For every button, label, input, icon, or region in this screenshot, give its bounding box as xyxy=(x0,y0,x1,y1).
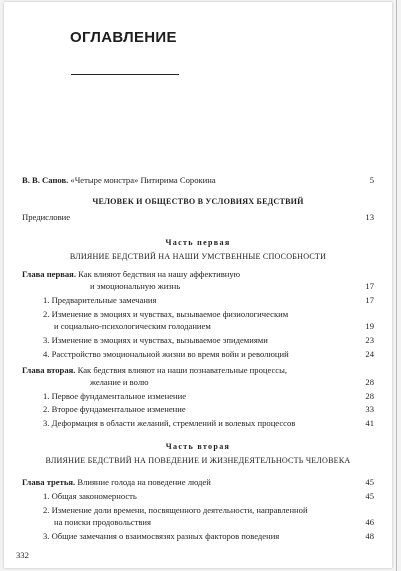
toc-entry-intro[interactable] xyxy=(22,175,216,185)
toc-entry-preface[interactable]: Предисловие xyxy=(22,212,71,222)
ch2-item3-page: 41 xyxy=(365,418,374,428)
page-title: ОГЛАВЛЕНИЕ xyxy=(70,29,177,46)
toc-entry-ch3-item3[interactable]: 3. Общие замечания о взаимосвязях разных факторов поведения xyxy=(43,531,280,541)
ch2-page: 28 xyxy=(365,377,374,387)
toc-entry-ch2[interactable] xyxy=(22,365,287,375)
ch1-head: Глава первая. xyxy=(22,269,76,279)
ch1-page: 17 xyxy=(365,281,374,291)
intro-author: В. В. Сапов. xyxy=(22,175,69,185)
ch3-head: Глава третья. xyxy=(22,477,76,487)
ch1-item3-page: 23 xyxy=(365,335,374,345)
toc-entry-ch3-item2[interactable]: 2. Изменение доли времени, посвященного деятельности, направленной xyxy=(43,505,308,515)
toc-entry-ch1-item1[interactable]: 1. Предварительные замечания xyxy=(43,295,157,305)
ch3-page: 45 xyxy=(365,477,374,487)
book-page xyxy=(4,2,392,568)
part1-label: Часть первая xyxy=(165,238,231,247)
title-underline xyxy=(71,74,179,75)
ch3-item2-page: 46 xyxy=(365,517,374,527)
toc-entry-ch1-item3[interactable]: 3. Изменение в эмоциях и чувствах, вызываемое эпидемиями xyxy=(43,335,268,345)
ch1-item2-line2: и социально-психологическим голоданием xyxy=(54,321,211,331)
toc-entry-ch1-item4[interactable]: 4. Расстройство эмоциональной жизни во время войн и революций xyxy=(43,349,289,359)
intro-text: «Четыре монстра» Питирима Сорокина xyxy=(68,175,216,185)
ch2-line1: Как бедствия влияют на наши познавательные процессы, xyxy=(75,365,288,375)
toc-entry-ch1[interactable] xyxy=(22,269,240,279)
ch2-item2-page: 33 xyxy=(365,404,374,414)
preface-page: 13 xyxy=(365,212,374,222)
ch2-head: Глава вторая. xyxy=(22,365,76,375)
part1-title: ВЛИЯНИЕ БЕДСТВИЙ НА НАШИ УМСТВЕННЫЕ СПОСОБНОСТИ xyxy=(69,252,327,261)
toc-entry-ch2-item1[interactable]: 1. Первое фундаментальное изменение xyxy=(43,391,187,401)
ch3-line1: Влияние голода на поведение людей xyxy=(75,477,211,487)
ch1-item4-page: 24 xyxy=(365,349,374,359)
toc-entry-ch3-item1[interactable]: 1. Общая закономерность xyxy=(43,491,137,501)
ch2-item1-page: 28 xyxy=(365,391,374,401)
ch1-item2-page: 19 xyxy=(365,321,374,331)
ch3-item1-page: 45 xyxy=(365,491,374,501)
ch1-item1-page: 17 xyxy=(365,295,374,305)
page-edge-divider xyxy=(396,0,397,571)
page-number: 332 xyxy=(16,550,29,560)
toc-entry-ch2-item3[interactable]: 3. Деформация в области желаний, стремлений и волевых процессов xyxy=(43,418,296,428)
part2-label: Часть вторая xyxy=(165,442,231,451)
section-title: ЧЕЛОВЕК И ОБЩЕСТВО В УСЛОВИЯХ БЕДСТВИЙ xyxy=(92,197,304,206)
ch1-line1: Как влияют бедствия на нашу аффективную xyxy=(75,269,241,279)
part2-title: ВЛИЯНИЕ БЕДСТВИЙ НА ПОВЕДЕНИЕ И ЖИЗНЕДЕЯТЕЛЬНОСТЬ ЧЕЛОВЕКА xyxy=(45,456,351,465)
ch3-item2-line2: на поиски продовольствия xyxy=(54,517,151,527)
toc-entry-ch3[interactable] xyxy=(22,477,211,487)
toc-entry-ch2-item2[interactable]: 2. Второе фундаментальное изменение xyxy=(43,404,186,414)
ch3-item3-page: 48 xyxy=(365,531,374,541)
intro-page: 5 xyxy=(369,175,374,185)
ch2-line2: желание и волю xyxy=(90,377,149,387)
ch1-line2: и эмоциональную жизнь xyxy=(90,281,181,291)
toc-entry-ch1-item2[interactable]: 2. Изменение в эмоциях и чувствах, вызываемое физиологическим xyxy=(43,309,289,319)
